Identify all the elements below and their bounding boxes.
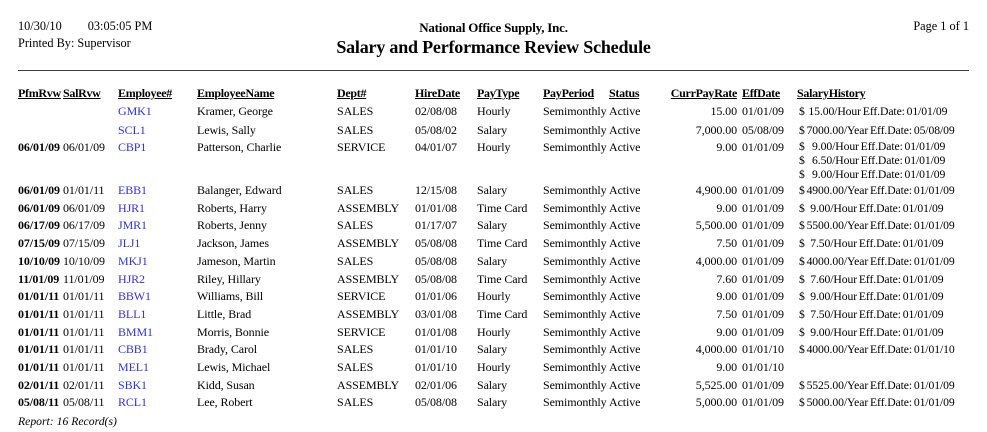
cell-curr-pay-rate: 9.00 — [716, 200, 737, 215]
employee-number-link[interactable]: SBK1 — [118, 377, 147, 392]
report-title: Salary and Performance Review Schedule — [336, 37, 651, 57]
cell-pfm-review-date: 11/01/09 — [18, 271, 60, 286]
cell-hire-date: 01/01/08 — [415, 200, 457, 215]
cell-dept: SERVICE — [337, 289, 386, 304]
cell-hire-date: 01/17/07 — [415, 218, 457, 233]
cell-pfm-review-date: 01/01/11 — [18, 360, 60, 375]
report-header-center — [0, 20, 987, 57]
table-body — [0, 102, 987, 412]
cell-dept: SALES — [337, 183, 374, 197]
cell-hire-date: 01/01/06 — [415, 289, 457, 304]
employee-number-link[interactable]: MKJ1 — [118, 253, 148, 268]
cell-pfm-review-date: 06/01/09 — [18, 140, 60, 154]
cell-employee-name: Morris, Bonnie — [197, 324, 269, 339]
cell-status: Active — [609, 253, 641, 268]
cell-pay-period: Semimonthly — [543, 236, 607, 251]
cell-pfm-review-date: 06/01/09 — [18, 200, 60, 215]
cell-pay-period: Semimonthly — [543, 324, 607, 339]
cell-dept: SERVICE — [337, 324, 386, 339]
cell-sal-review-date — [63, 102, 118, 121]
cell-pay-period: Semimonthly — [543, 183, 607, 197]
cell-pay-period: Semimonthly — [543, 253, 607, 268]
cell-pay-period: Semimonthly — [543, 377, 607, 392]
cell-pay-period: Semimonthly — [543, 342, 607, 357]
salary-history-line: $ 15.00/Hour Eff.Date: 01/01/09 — [799, 105, 948, 118]
table-row — [0, 217, 987, 235]
cell-pfm-review-date: 01/01/11 — [18, 342, 60, 357]
cell-curr-pay-rate: 4,000.00 — [695, 253, 737, 268]
employee-number-link[interactable]: CBP1 — [118, 140, 147, 154]
cell-eff-date: 01/01/09 — [742, 140, 784, 154]
cell-eff-date: 01/01/09 — [742, 395, 784, 410]
salary-history-line: $ 5525.00/Year Eff.Date: 01/01/09 — [799, 378, 955, 392]
cell-dept: SALES — [337, 360, 374, 375]
cell-employee-name: Kramer, George — [197, 104, 273, 118]
salary-history-line: $ 4000.00/Year Eff.Date: 01/01/09 — [799, 254, 955, 268]
company-name: National Office Supply, Inc. — [419, 20, 568, 35]
cell-eff-date: 01/01/09 — [742, 377, 784, 392]
cell-hire-date: 05/08/08 — [415, 271, 457, 286]
cell-pay-period: Semimonthly — [543, 140, 607, 154]
cell-employee-name: Little, Brad — [197, 306, 252, 321]
cell-sal-review-date: 02/01/11 — [63, 377, 105, 392]
cell-eff-date: 01/01/09 — [742, 104, 784, 118]
cell-hire-date: 02/08/08 — [415, 104, 457, 118]
employee-number-link[interactable]: EBB1 — [118, 183, 147, 197]
cell-pay-type: Salary — [477, 253, 508, 268]
column-header-salrvw: SalRvw — [63, 86, 101, 100]
cell-employee-name: Riley, Hillary — [197, 271, 261, 286]
employee-number-link[interactable]: BBW1 — [118, 289, 151, 304]
cell-pay-period: Semimonthly — [543, 123, 607, 137]
cell-status: Active — [609, 271, 641, 286]
cell-pfm-review-date: 10/10/09 — [18, 253, 60, 268]
cell-curr-pay-rate: 9.00 — [716, 289, 737, 304]
salary-history-line: $ 7000.00/Year Eff.Date: 05/08/09 — [799, 124, 955, 137]
cell-employee-name: Brady, Carol — [197, 342, 258, 357]
column-header-dept: Dept# — [337, 86, 367, 100]
cell-pay-period: Semimonthly — [543, 360, 607, 375]
cell-salary-history — [797, 271, 969, 289]
page-indicator: Page 1 of 1 — [913, 19, 969, 33]
cell-sal-review-date: 06/01/09 — [63, 200, 105, 215]
cell-pay-type: Time Card — [477, 271, 528, 286]
column-header-pay-period: Pay Period — [543, 86, 594, 100]
cell-curr-pay-rate: 7.50 — [716, 236, 737, 251]
cell-salary-history — [797, 217, 969, 235]
cell-status: Active — [609, 140, 641, 154]
cell-hire-date: 01/01/10 — [415, 360, 457, 375]
cell-salary-history — [797, 341, 969, 359]
cell-pay-type: Time Card — [477, 200, 528, 215]
cell-pfm-review-date: 02/01/11 — [18, 377, 60, 392]
cell-salary-history — [797, 102, 969, 121]
cell-dept: SALES — [337, 342, 374, 357]
cell-hire-date: 01/01/10 — [415, 342, 457, 357]
cell-hire-date: 03/01/08 — [415, 306, 457, 321]
cell-employee-name: Patterson, Charlie — [197, 140, 282, 154]
table-row — [0, 102, 987, 121]
cell-sal-review-date: 05/08/11 — [63, 395, 105, 410]
cell-dept: ASSEMBLY — [337, 377, 400, 392]
cell-pay-type: Hourly — [477, 289, 511, 304]
cell-status: Active — [609, 342, 641, 357]
table-row — [0, 253, 987, 271]
cell-curr-pay-rate: 7,000.00 — [695, 123, 737, 137]
table-row — [0, 394, 987, 412]
cell-pay-period: Semimonthly — [543, 395, 607, 410]
employee-number-link[interactable]: BLL1 — [118, 306, 147, 321]
cell-pay-period: Semimonthly — [543, 306, 607, 321]
cell-eff-date: 01/01/09 — [742, 218, 784, 233]
cell-pay-type: Hourly — [477, 360, 511, 375]
cell-pay-type: Time Card — [477, 236, 528, 251]
record-count: Report: 16 Record(s) — [18, 415, 117, 429]
cell-status: Active — [609, 306, 641, 321]
cell-sal-review-date: 11/01/09 — [63, 271, 105, 286]
cell-employee-name: Lewis, Michael — [197, 360, 271, 375]
cell-hire-date: 05/08/08 — [415, 395, 457, 410]
cell-pay-type: Salary — [477, 377, 508, 392]
salary-history-line: $ 9.00/Hour Eff.Date: 01/01/09 — [799, 140, 946, 153]
cell-hire-date: 01/01/08 — [415, 324, 457, 339]
cell-sal-review-date: 01/01/11 — [63, 183, 105, 197]
cell-pfm-review-date: 06/17/09 — [18, 218, 60, 233]
cell-dept: SALES — [337, 123, 374, 137]
cell-eff-date: 01/01/09 — [742, 271, 784, 286]
table-row — [0, 140, 987, 182]
cell-sal-review-date: 01/01/11 — [63, 360, 105, 375]
cell-curr-pay-rate: 7.60 — [716, 271, 737, 286]
cell-pay-type: Salary — [477, 218, 508, 233]
column-header-status: Status — [609, 86, 640, 100]
cell-pfm-review-date: 01/01/11 — [18, 324, 60, 339]
cell-employee-name: Williams, Bill — [197, 289, 264, 304]
cell-pay-type: Time Card — [477, 306, 528, 321]
cell-eff-date: 01/01/09 — [742, 236, 784, 251]
column-header-pfmrvw: PfmRvw — [18, 86, 61, 100]
table-header-row — [0, 86, 987, 100]
salary-history-line: $ 5500.00/Year Eff.Date: 01/01/09 — [799, 219, 955, 233]
cell-status: Active — [609, 236, 641, 251]
cell-eff-date: 01/01/09 — [742, 324, 784, 339]
cell-hire-date: 02/01/06 — [415, 377, 457, 392]
cell-pfm-review-date: 01/01/11 — [18, 306, 60, 321]
cell-pay-type: Salary — [477, 342, 508, 357]
table-row — [0, 324, 987, 342]
cell-curr-pay-rate: 4,000.00 — [695, 342, 737, 357]
salary-history-line: $ 7.60/Hour Eff.Date: 01/01/09 — [799, 272, 944, 286]
cell-dept: SALES — [337, 253, 374, 268]
employee-number-link[interactable]: JLJ1 — [118, 236, 141, 251]
cell-curr-pay-rate: 9.00 — [716, 360, 737, 375]
cell-pfm-review-date: 07/15/09 — [18, 236, 60, 251]
salary-history-line: $ 6.50/Hour Eff.Date: 01/01/09 — [799, 154, 946, 167]
cell-hire-date: 05/08/08 — [415, 253, 457, 268]
cell-sal-review-date: 01/01/11 — [63, 289, 105, 304]
cell-employee-name: Kidd, Susan — [197, 377, 255, 392]
cell-status: Active — [609, 289, 641, 304]
cell-salary-history — [797, 200, 969, 218]
cell-salary-history — [797, 377, 969, 395]
cell-status: Active — [609, 360, 641, 375]
cell-pay-period: Semimonthly — [543, 289, 607, 304]
column-header-pay-type: Pay Type — [477, 86, 520, 100]
cell-eff-date: 01/01/10 — [742, 360, 784, 375]
cell-sal-review-date: 10/10/09 — [63, 253, 105, 268]
cell-sal-review-date: 06/17/09 — [63, 218, 105, 233]
cell-dept: SALES — [337, 395, 374, 410]
cell-employee-name: Roberts, Harry — [197, 200, 267, 215]
cell-salary-history — [797, 182, 969, 200]
employee-number-link[interactable]: GMK1 — [118, 104, 152, 118]
cell-pfm-review-date — [18, 102, 63, 121]
cell-hire-date: 05/08/08 — [415, 236, 457, 251]
cell-dept: ASSEMBLY — [337, 271, 400, 286]
column-header-eff-date: EffDate — [742, 86, 780, 100]
salary-history-line: $ 9.00/Hour Eff.Date: 01/01/09 — [799, 325, 944, 339]
report-time: 03:05:05 PM — [87, 19, 153, 33]
cell-pfm-review-date: 05/08/11 — [18, 395, 60, 410]
cell-pay-period: Semimonthly — [543, 271, 607, 286]
cell-pay-type: Salary — [477, 395, 508, 410]
cell-curr-pay-rate: 15.00 — [710, 104, 737, 118]
cell-pay-type: Hourly — [477, 324, 511, 339]
cell-dept: ASSEMBLY — [337, 236, 400, 251]
cell-employee-name: Lewis, Sally — [197, 123, 256, 137]
cell-eff-date: 01/01/09 — [742, 183, 784, 197]
table-row — [0, 271, 987, 289]
cell-curr-pay-rate: 5,500.00 — [695, 218, 737, 233]
table-row — [0, 121, 987, 140]
table-row — [0, 182, 987, 200]
cell-pay-period: Semimonthly — [543, 218, 607, 233]
cell-status: Active — [609, 200, 641, 215]
cell-status: Active — [609, 377, 641, 392]
cell-salary-history — [797, 140, 969, 182]
employee-number-link[interactable]: MEL1 — [118, 360, 149, 375]
employee-number-link[interactable]: RCL1 — [118, 395, 147, 410]
cell-pay-type: Hourly — [477, 104, 511, 118]
cell-status: Active — [609, 104, 641, 118]
cell-sal-review-date: 07/15/09 — [63, 236, 105, 251]
cell-hire-date: 12/15/08 — [415, 183, 457, 197]
cell-eff-date: 05/08/09 — [742, 123, 784, 137]
cell-hire-date: 04/01/07 — [415, 140, 457, 154]
cell-pay-period: Semimonthly — [543, 104, 607, 118]
cell-curr-pay-rate: 5,000.00 — [695, 395, 737, 410]
table-row — [0, 359, 987, 377]
cell-salary-history — [797, 235, 969, 253]
cell-salary-history — [797, 324, 969, 342]
printed-by: Printed By: Supervisor — [18, 36, 131, 50]
cell-eff-date: 01/01/09 — [742, 306, 784, 321]
column-header-hire-date: Hire Date — [415, 86, 460, 100]
cell-sal-review-date: 01/01/11 — [63, 324, 105, 339]
cell-employee-name: Jameson, Martin — [197, 253, 276, 268]
cell-status: Active — [609, 218, 641, 233]
column-header-curr-pay-rate: Curr Pay Rate — [670, 86, 737, 100]
cell-curr-pay-rate: 4,900.00 — [695, 183, 737, 197]
cell-salary-history — [797, 288, 969, 306]
cell-sal-review-date: 01/01/11 — [63, 342, 105, 357]
salary-history-line: $ 4900.00/Year Eff.Date: 01/01/09 — [799, 184, 955, 197]
employee-number-link[interactable]: HJR2 — [118, 271, 145, 286]
cell-hire-date: 05/08/02 — [415, 123, 457, 137]
cell-eff-date: 01/01/09 — [742, 289, 784, 304]
employee-number-link[interactable]: BMM1 — [118, 324, 153, 339]
cell-curr-pay-rate: 9.00 — [716, 140, 737, 154]
table-row — [0, 288, 987, 306]
cell-dept: SERVICE — [337, 140, 386, 154]
employee-number-link[interactable]: JMR1 — [118, 218, 147, 233]
salary-history-line: $ 5000.00/Year Eff.Date: 01/01/09 — [799, 396, 955, 410]
cell-curr-pay-rate: 9.00 — [716, 324, 737, 339]
cell-sal-review-date — [63, 121, 118, 140]
cell-employee-name: Balanger, Edward — [197, 183, 282, 197]
table-row — [0, 377, 987, 395]
cell-curr-pay-rate: 7.50 — [716, 306, 737, 321]
cell-pfm-review-date: 01/01/11 — [18, 289, 60, 304]
salary-history-line: $ 9.00/Hour Eff.Date: 01/01/09 — [799, 290, 944, 304]
salary-history-line: $ 4000.00/Year Eff.Date: 01/01/10 — [799, 343, 955, 357]
cell-status: Active — [609, 183, 641, 197]
cell-status: Active — [609, 123, 641, 137]
cell-pay-type: Salary — [477, 183, 508, 197]
cell-employee-name: Jackson, James — [197, 236, 269, 251]
cell-sal-review-date: 01/01/11 — [63, 306, 105, 321]
table-row — [0, 200, 987, 218]
cell-eff-date: 01/01/09 — [742, 200, 784, 215]
cell-salary-history — [797, 253, 969, 271]
cell-pfm-review-date — [18, 121, 63, 140]
salary-history-line: $ 9.00/Hour Eff.Date: 01/01/09 — [799, 168, 946, 181]
cell-employee-name: Lee, Robert — [197, 395, 253, 410]
cell-status: Active — [609, 395, 641, 410]
table-row — [0, 235, 987, 253]
column-header-employee-name: Employee Name — [197, 86, 275, 100]
employee-number-link[interactable]: HJR1 — [118, 200, 145, 215]
report-content — [0, 71, 987, 429]
employee-number-link[interactable]: SCL1 — [118, 123, 146, 137]
cell-curr-pay-rate: 5,525.00 — [695, 377, 737, 392]
cell-salary-history — [797, 359, 969, 377]
cell-salary-history — [797, 306, 969, 324]
table-row — [0, 306, 987, 324]
table-row — [0, 341, 987, 359]
cell-dept: ASSEMBLY — [337, 306, 400, 321]
column-header-employee-number: Employee# — [118, 86, 172, 100]
cell-pay-period: Semimonthly — [543, 200, 607, 215]
cell-salary-history — [797, 121, 969, 140]
cell-sal-review-date: 06/01/09 — [63, 140, 105, 154]
salary-history-line: $ 7.50/Hour Eff.Date: 01/01/09 — [799, 237, 944, 251]
cell-status: Active — [609, 324, 641, 339]
report-date: 10/30/10 — [18, 19, 62, 33]
cell-dept: SALES — [337, 218, 374, 233]
salary-history-line: $ 7.50/Hour Eff.Date: 01/01/09 — [799, 307, 944, 321]
cell-salary-history — [797, 394, 969, 412]
cell-pay-type: Salary — [477, 123, 508, 137]
cell-employee-name: Roberts, Jenny — [197, 218, 267, 233]
cell-pay-type: Hourly — [477, 140, 511, 154]
cell-dept: ASSEMBLY — [337, 200, 400, 215]
cell-dept: SALES — [337, 104, 374, 118]
cell-pfm-review-date: 06/01/09 — [18, 183, 60, 197]
column-header-salary-history: Salary History — [797, 86, 866, 100]
salary-history-line: $ 9.00/Hour Eff.Date: 01/01/09 — [799, 201, 944, 215]
cell-eff-date: 01/01/09 — [742, 253, 784, 268]
employee-number-link[interactable]: CBB1 — [118, 342, 148, 357]
cell-eff-date: 01/01/10 — [742, 342, 784, 357]
